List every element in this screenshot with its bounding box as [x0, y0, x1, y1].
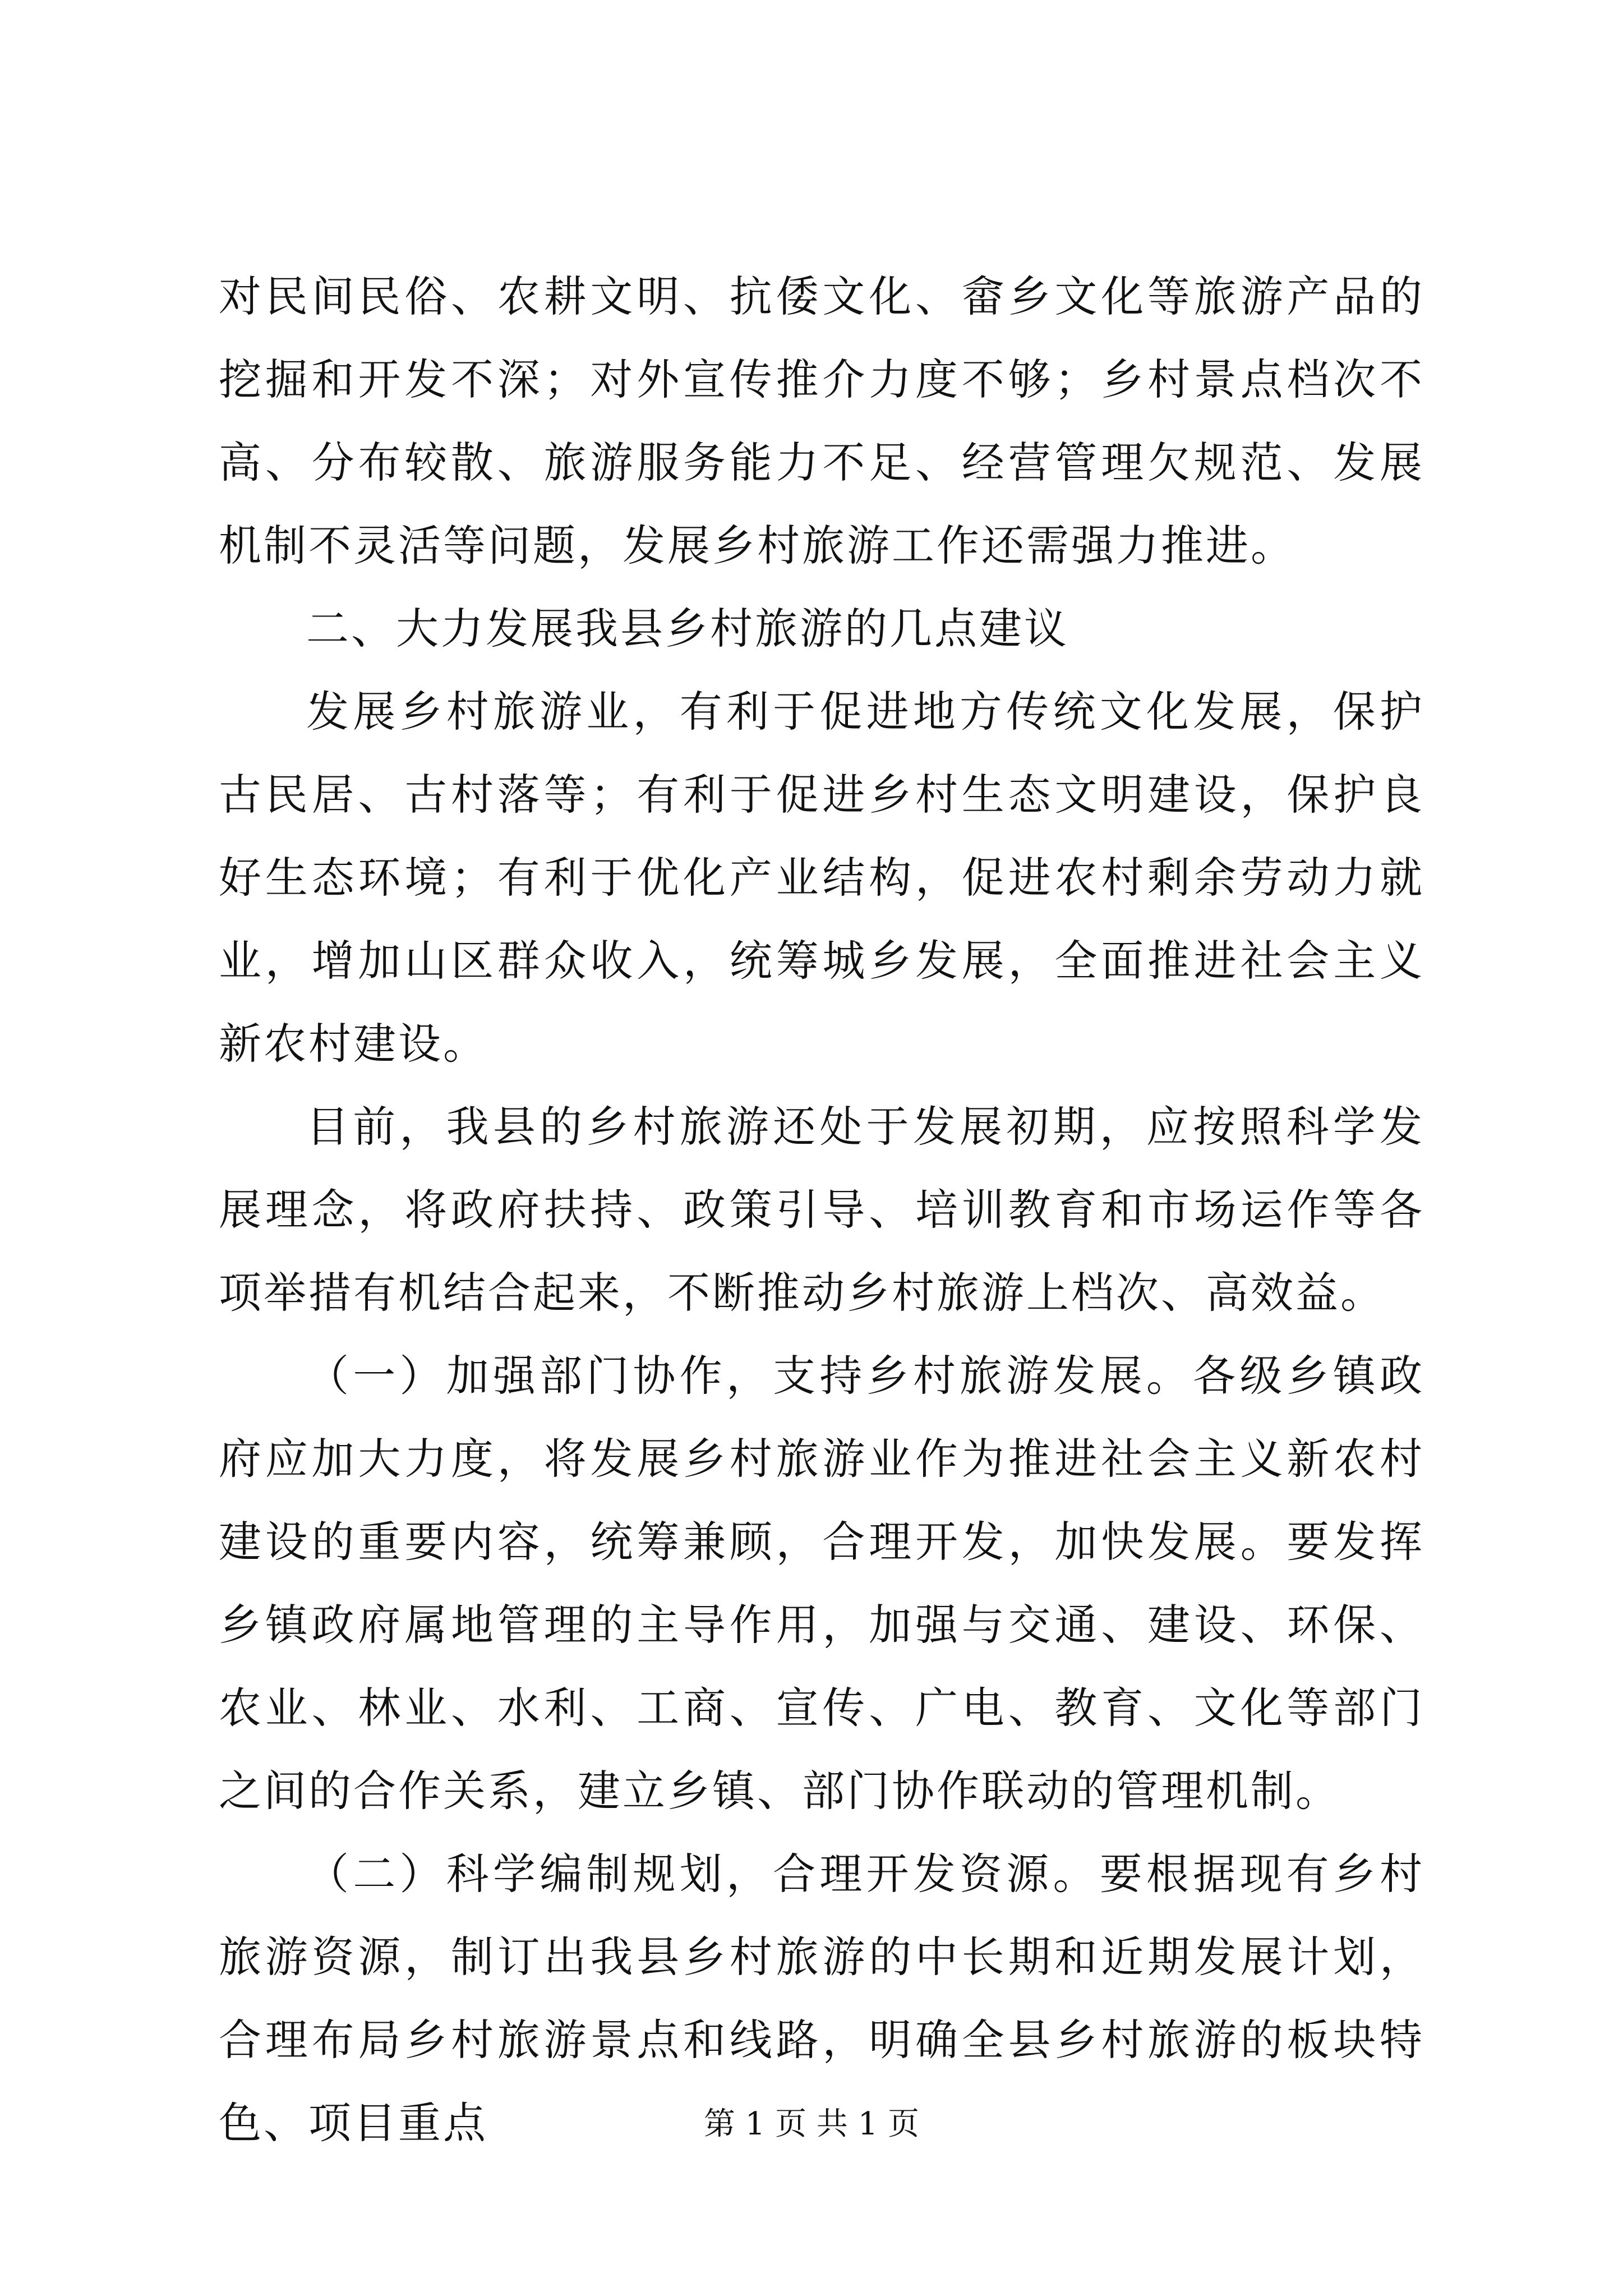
page-footer	[0, 2105, 1623, 2144]
paragraph-item-two: （二）科学编制规划，合理开发资源。要根据现有乡村旅游资源，制订出我县乡村旅游的中长期和近期发展计划，合理布局乡村旅游景点和线路，明确全县乡村旅游的板块特色、项目重点	[219, 1849, 1424, 2148]
paragraph-current-status: 目前，我县的乡村旅游还处于发展初期，应按照科学发展理念，将政府扶持、政策引导、培训教育和市场运作等各项举措有机结合起来，不断推动乡村旅游上档次、高效益。	[219, 1102, 1424, 1318]
document-body	[219, 255, 1424, 2165]
section-heading: 二、大力发展我县乡村旅游的几点建议	[306, 604, 1069, 654]
page-number: 第 1 页 共 1 页	[703, 2106, 920, 2142]
paragraph-continuation: 对民间民俗、农耕文明、抗倭文化、畲乡文化等旅游产品的挖掘和开发不深；对外宣传推介力度不够；乡村景点档次不高、分布较散、旅游服务能力不足、经营管理欠规范、发展机制不灵活等问题，发展乡村旅游工作还需强力推进。	[219, 272, 1424, 570]
paragraph-item-one: （一）加强部门协作，支持乡村旅游发展。各级乡镇政府应加大力度，将发展乡村旅游业作为推进社会主义新农村建设的重要内容，统筹兼顾，合理开发，加快发展。要发挥乡镇政府属地管理的主导作用，加强与交通、建设、环保、农业、林业、水利、工商、宣传、广电、教育、文化等部门之间的合作关系，建立乡镇、部门协作联动的管理机制。	[219, 1351, 1424, 1816]
paragraph-benefits: 发展乡村旅游业，有利于促进地方传统文化发展，保护古民居、古村落等；有利于促进乡村生态文明建设，保护良好生态环境；有利于优化产业结构，促进农村剩余劳动力就业，增加山区群众收入，统筹城乡发展，全面推进社会主义新农村建设。	[219, 687, 1424, 1069]
